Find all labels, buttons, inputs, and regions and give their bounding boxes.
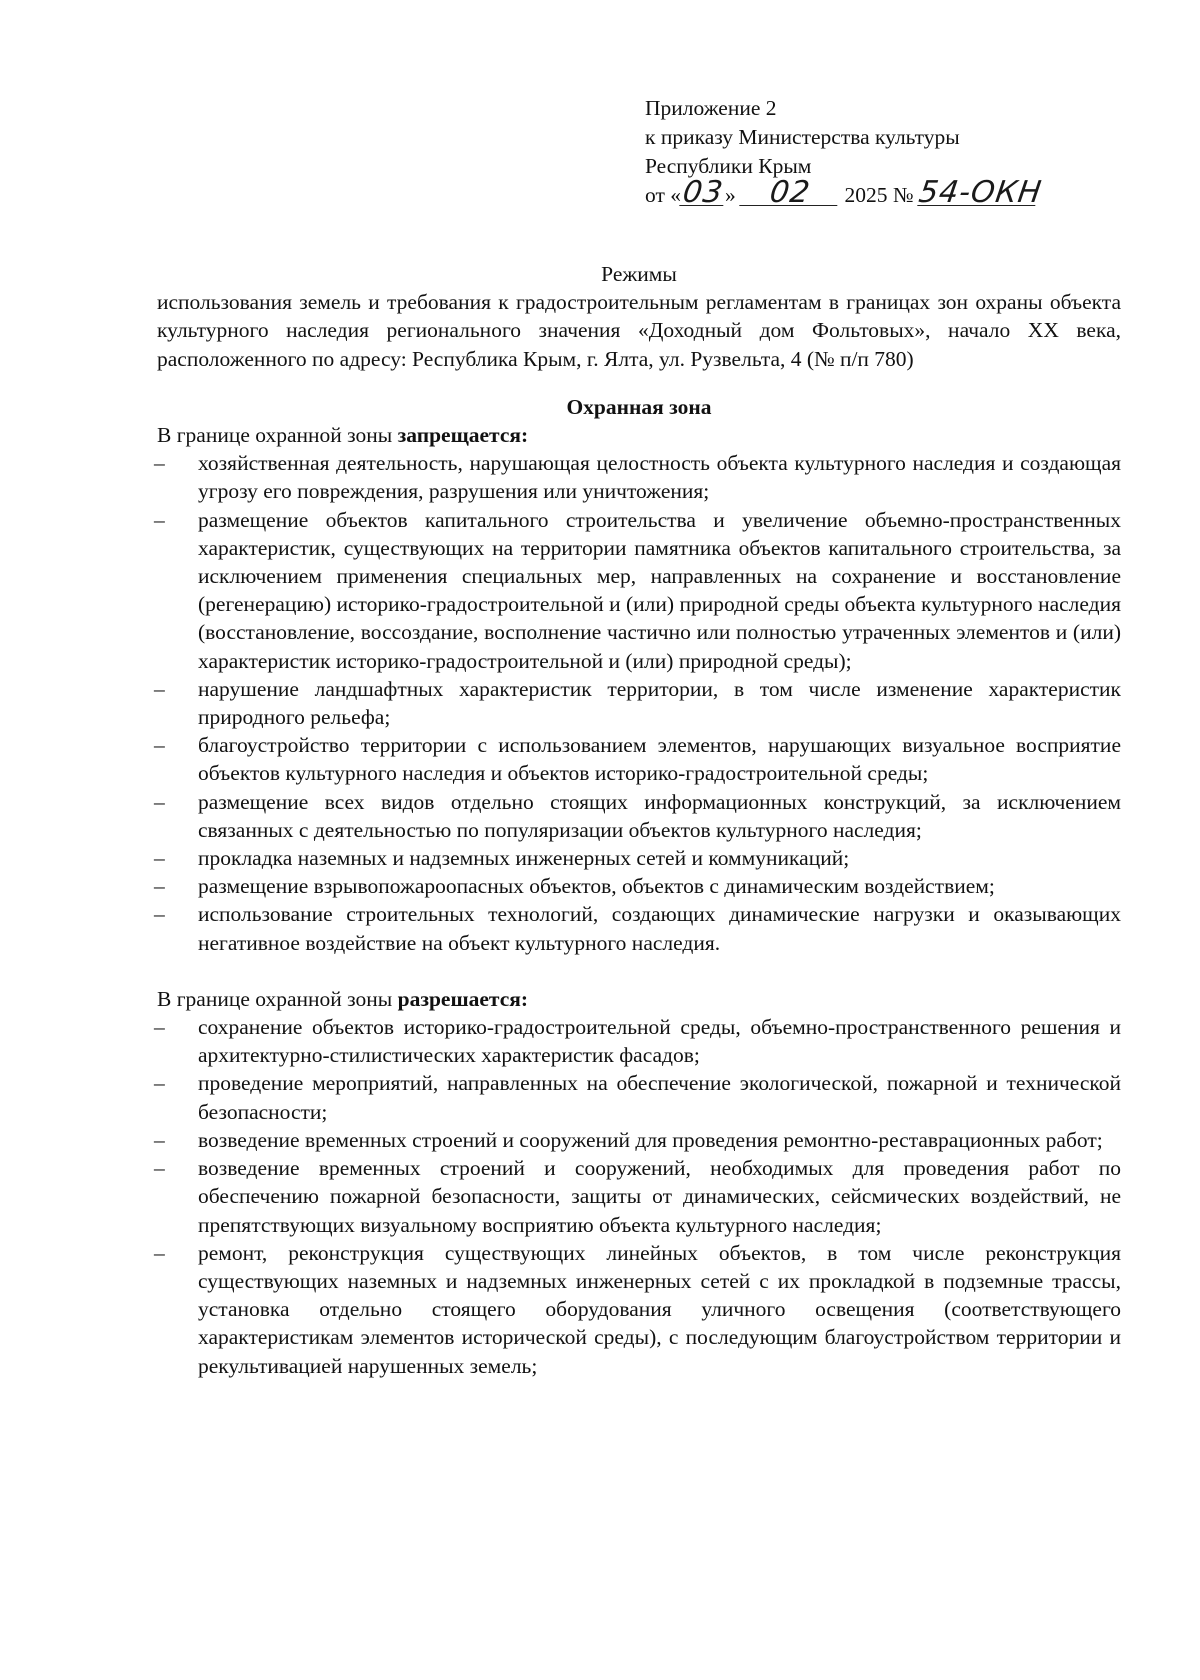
list-item: [154, 872, 1121, 900]
section-title: Охранная зона: [566, 394, 712, 419]
dash-bullet: –: [154, 733, 165, 758]
prohibited-intro: [157, 421, 1121, 449]
handwritten-month: 02: [739, 181, 841, 206]
dash-bullet: –: [154, 507, 165, 532]
dash-bullet: –: [154, 789, 165, 814]
list-item-text: благоустройство территории с использованием элементов, нарушающих визуальное восприятие объектов культурного наследия и объектов историко-градостроительной среды;: [198, 733, 1121, 786]
permitted-intro-text: В границе охранной зоны: [157, 986, 398, 1011]
dash-bullet: –: [154, 676, 165, 701]
annex-title: Приложение 2: [645, 96, 777, 120]
list-item-text: размещение взрывопожароопасных объектов, объектов с динамическим воздействием;: [198, 874, 995, 899]
paragraph-spacer: [157, 957, 1121, 985]
annex-header: [645, 94, 1044, 210]
handwritten-day: 03: [680, 175, 726, 210]
dash-bullet: –: [154, 451, 165, 476]
permitted-intro: [157, 985, 1121, 1013]
document-body: [154, 260, 1121, 1380]
list-item: [154, 675, 1121, 731]
list-item-text: использование строительных технологий, создающих динамические нагрузки и оказывающих негативное воздействие на объект культурного наследия.: [198, 902, 1121, 955]
list-item-text: размещение всех видов отдельно стоящих информационных конструкций, за исключением связанных с деятельностью по популяризации объектов культурного наследия;: [198, 789, 1121, 842]
list-item-text: нарушение ландшафтных характеристик территории, в том числе изменение характеристик природного рельефа;: [198, 676, 1121, 730]
dash-bullet: –: [154, 1240, 165, 1265]
list-item-text: хозяйственная деятельность, нарушающая целостность объекта культурного наследия и создающая угрозу его повреждения, разрушения или уничтожения;: [198, 451, 1121, 504]
list-item: [154, 1154, 1121, 1239]
list-item-text: ремонт, реконструкция существующих линейных объектов, в том числе реконструкция существующих наземных и надземных инженерных сетей с их прокладкой в подземные трассы, установка отдельно стоящего оборудования уличного освещения (соответствующего характеристикам элементов исторической среды), с последующим благоустройством территории и рекультивацией нарушенных земель;: [198, 1240, 1121, 1378]
dash-bullet: –: [154, 1015, 165, 1040]
list-item: [154, 788, 1121, 844]
annex-order-ref: к приказу Министерства культуры: [645, 125, 960, 149]
dash-bullet: –: [154, 1071, 165, 1096]
date-mid: »: [725, 183, 736, 207]
list-item: [154, 1013, 1121, 1069]
prohibited-list: [154, 449, 1121, 957]
date-year: 2025 №: [844, 183, 914, 207]
annex-date-line: [645, 175, 1044, 210]
list-item: [154, 731, 1121, 787]
list-item-text: возведение временных строений и сооружений для проведения ремонтно-реставрационных работ;: [198, 1127, 1103, 1152]
permitted-list: [154, 1013, 1121, 1380]
document-title: Режимы: [601, 262, 677, 286]
list-item: [154, 1239, 1121, 1380]
prohibited-intro-keyword: запрещается:: [397, 423, 529, 448]
permitted-intro-keyword: разрешается:: [397, 986, 529, 1011]
list-item: [154, 900, 1121, 956]
list-item-text: сохранение объектов историко-градостроительной среды, объемно-пространственного решения и архитектурно-стилистических характеристик фасадов;: [198, 1015, 1121, 1068]
dash-bullet: –: [154, 902, 165, 927]
list-item: [154, 1126, 1121, 1154]
list-item: [154, 1069, 1121, 1125]
dash-bullet: –: [154, 846, 165, 871]
list-item-text: размещение объектов капитального строительства и увеличение объемно-пространственных характеристик, существующих на территории памятника объектов капитального строительства, за исключением применения специальных мер, направленных на сохранение и восстановление (регенерацию) историко-градостроительной и (или) природной среды объекта культурного наследия (восстановление, воссоздание, восполнение частично или полностью утраченных элементов и (или) характеристик историко-градостроительной и (или) природной среды);: [198, 507, 1121, 673]
date-prefix: от «: [645, 183, 681, 207]
list-item-text: проведение мероприятий, направленных на обеспечение экологической, пожарной и технической безопасности;: [198, 1071, 1121, 1124]
list-item: [154, 844, 1121, 872]
dash-bullet: –: [154, 1127, 165, 1152]
list-item: [154, 506, 1121, 675]
dash-bullet: –: [154, 1156, 165, 1181]
list-item: [154, 449, 1121, 505]
dash-bullet: –: [154, 874, 165, 899]
list-item-text: прокладка наземных и надземных инженерных сетей и коммуникаций;: [198, 846, 850, 871]
handwritten-order-number: 54-ОКН: [916, 175, 1044, 210]
prohibited-intro-text: В границе охранной зоны: [157, 423, 398, 448]
list-item-text: возведение временных строений и сооружений, необходимых для проведения работ по обеспечению пожарной безопасности, защиты от динамических, сейсмических воздействий, не препятствующих визуальному восприятию объекта культурного наследия;: [198, 1156, 1121, 1237]
annex-region: Республики Крым: [645, 154, 812, 178]
document-subtitle: использования земель и требования к градостроительным регламентам в границах зон охраны объекта культурного наследия регионального значения «Доходный дом Фольтовых», начало XX века, расположенного по адресу: Республика Крым, г. Ялта, ул. Рузвельта, 4 (№ п/п 780): [157, 290, 1121, 371]
